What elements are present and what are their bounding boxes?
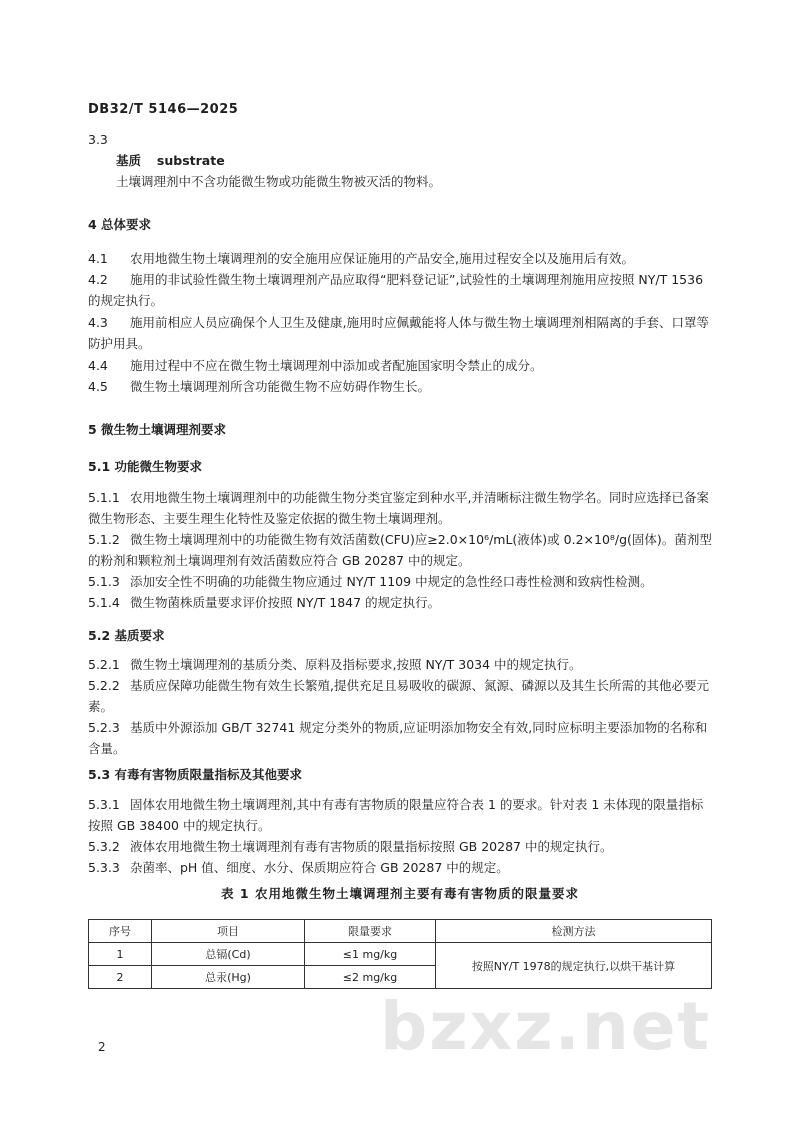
- clause-5-2-1: [88, 654, 712, 675]
- col-header-item: 项目: [152, 920, 305, 943]
- table-1-title: 表 1 农用地微生物土壤调理剂主要有毒有害物质的限量要求: [221, 886, 579, 901]
- clause-number: 5.1.3: [88, 574, 120, 589]
- term-en: substrate: [156, 153, 225, 168]
- page-number: 2: [98, 1040, 106, 1054]
- clause-number: 5.3.3: [88, 860, 120, 875]
- clause-text: 农用地微生物土壤调理剂的安全施用应保证施用的产品安全,施用过程安全以及施用后有效。: [130, 251, 634, 266]
- cell-method: 按照NY/T 1978的规定执行,以烘干基计算: [436, 943, 712, 989]
- section-3-3-number: 3.3: [88, 132, 108, 147]
- clause-5-1-4: [88, 592, 712, 613]
- clause-5-3-1: [88, 794, 712, 836]
- section-5-heading: 5 微生物土壤调理剂要求: [88, 422, 227, 437]
- clause-5-1-2: [88, 529, 712, 571]
- clause-5-1-3: [88, 571, 712, 592]
- clause-number: 4.2: [88, 272, 108, 287]
- clause-text: 液体农用地微生物土壤调理剂有毒有害物质的限量指标按照 GB 20287 中的规定执行。: [130, 839, 613, 854]
- cell-item: 总汞(Hg): [152, 966, 305, 989]
- term-cn: 基质: [116, 153, 142, 168]
- clause-5-2-3: [88, 717, 712, 759]
- clause-number: 5.3.1: [88, 797, 120, 812]
- clause-number: 5.2.3: [88, 720, 120, 735]
- limits-table: [88, 919, 712, 989]
- clause-text: 施用前相应人员应确保个人卫生及健康,施用时应佩戴能将人体与微生物土壤调理剂相隔离的手套、口罩等防护用具。: [88, 315, 709, 351]
- term-definition: 土壤调理剂中不含功能微生物或功能微生物被灭活的物料。: [116, 174, 442, 189]
- clause-5-3-3: [88, 857, 712, 878]
- cell-item: 总镉(Cd): [152, 943, 305, 966]
- clause-number: 4.1: [88, 251, 108, 266]
- clause-number: 5.3.2: [88, 839, 120, 854]
- cell-number: 2: [89, 966, 152, 989]
- clause-4-2: [88, 269, 712, 311]
- section-4-heading: 4 总体要求: [88, 217, 152, 232]
- document-code: DB32/T 5146—2025: [88, 102, 239, 117]
- term-substrate: [88, 150, 740, 171]
- clause-text: 杂菌率、pH 值、细度、水分、保质期应符合 GB 20287 中的规定。: [130, 860, 509, 875]
- section-5-1-heading: 5.1 功能微生物要求: [88, 459, 202, 474]
- cell-limit: ≤2 mg/kg: [305, 966, 436, 989]
- clause-5-3-2: [88, 836, 712, 857]
- table-row: [89, 943, 712, 966]
- clause-text: 施用的非试验性微生物土壤调理剂产品应取得“肥料登记证”,试验性的土壤调理剂施用应按照 NY/T 1536 的规定执行。: [88, 272, 704, 308]
- clause-text: 微生物土壤调理剂所含功能微生物不应妨碍作物生长。: [130, 379, 431, 394]
- col-header-limit: 限量要求: [305, 920, 436, 943]
- clause-number: 4.4: [88, 358, 108, 373]
- clause-number: 4.5: [88, 379, 108, 394]
- clause-text: 微生物土壤调理剂的基质分类、原料及指标要求,按照 NY/T 3034 中的规定执行。: [130, 657, 582, 672]
- col-header-number: 序号: [89, 920, 152, 943]
- clause-text: 施用过程中不应在微生物土壤调理剂中添加或者配施国家明令禁止的成分。: [130, 358, 543, 373]
- clause-text: 固体农用地微生物土壤调理剂,其中有毒有害物质的限量应符合表 1 的要求。针对表 1 未体现的限量指标按照 GB 38400 中的规定执行。: [88, 797, 704, 833]
- clause-number: 5.2.2: [88, 678, 120, 693]
- clause-text: 微生物土壤调理剂中的功能微生物有效活菌数(CFU)应≥2.0×10⁶/mL(液体)或 0.2×10⁸/g(固体)。菌剂型的粉剂和颗粒剂土壤调理剂有效活菌数应符合 GB 20287 中的规定。: [88, 532, 712, 568]
- clause-5-1-1: [88, 487, 712, 529]
- watermark: bzxz.net: [380, 988, 712, 1065]
- cell-limit: ≤1 mg/kg: [305, 943, 436, 966]
- clause-number: 4.3: [88, 315, 108, 330]
- clause-number: 5.2.1: [88, 657, 120, 672]
- section-5-3-heading: 5.3 有毒有害物质限量指标及其他要求: [88, 767, 302, 782]
- section-5-2-heading: 5.2 基质要求: [88, 628, 165, 643]
- cell-number: 1: [89, 943, 152, 966]
- clause-number: 5.1.1: [88, 490, 120, 505]
- col-header-method: 检测方法: [436, 920, 712, 943]
- clause-number: 5.1.4: [88, 595, 120, 610]
- clause-text: 基质中外源添加 GB/T 32741 规定分类外的物质,应证明添加物安全有效,同时应标明主要添加物的名称和含量。: [88, 720, 708, 756]
- clause-4-5: [88, 376, 712, 397]
- clause-5-2-2: [88, 675, 712, 717]
- clause-text: 微生物菌株质量要求评价按照 NY/T 1847 的规定执行。: [130, 595, 441, 610]
- clause-text: 农用地微生物土壤调理剂中的功能微生物分类宜鉴定到种水平,并清晰标注微生物学名。同时应选择已备案微生物形态、主要生理生化特性及鉴定依据的微生物土壤调理剂。: [88, 490, 709, 526]
- clause-4-4: [88, 355, 712, 376]
- clause-number: 5.1.2: [88, 532, 120, 547]
- clause-text: 添加安全性不明确的功能微生物应通过 NY/T 1109 中规定的急性经口毒性检测和致病性检测。: [130, 574, 653, 589]
- clause-4-1: [88, 248, 712, 269]
- clause-text: 基质应保障功能微生物有效生长繁殖,提供充足且易吸收的碳源、氮源、磷源以及其生长所需的其他必要元素。: [88, 678, 709, 714]
- table-header-row: [89, 920, 712, 943]
- clause-4-3: [88, 312, 712, 354]
